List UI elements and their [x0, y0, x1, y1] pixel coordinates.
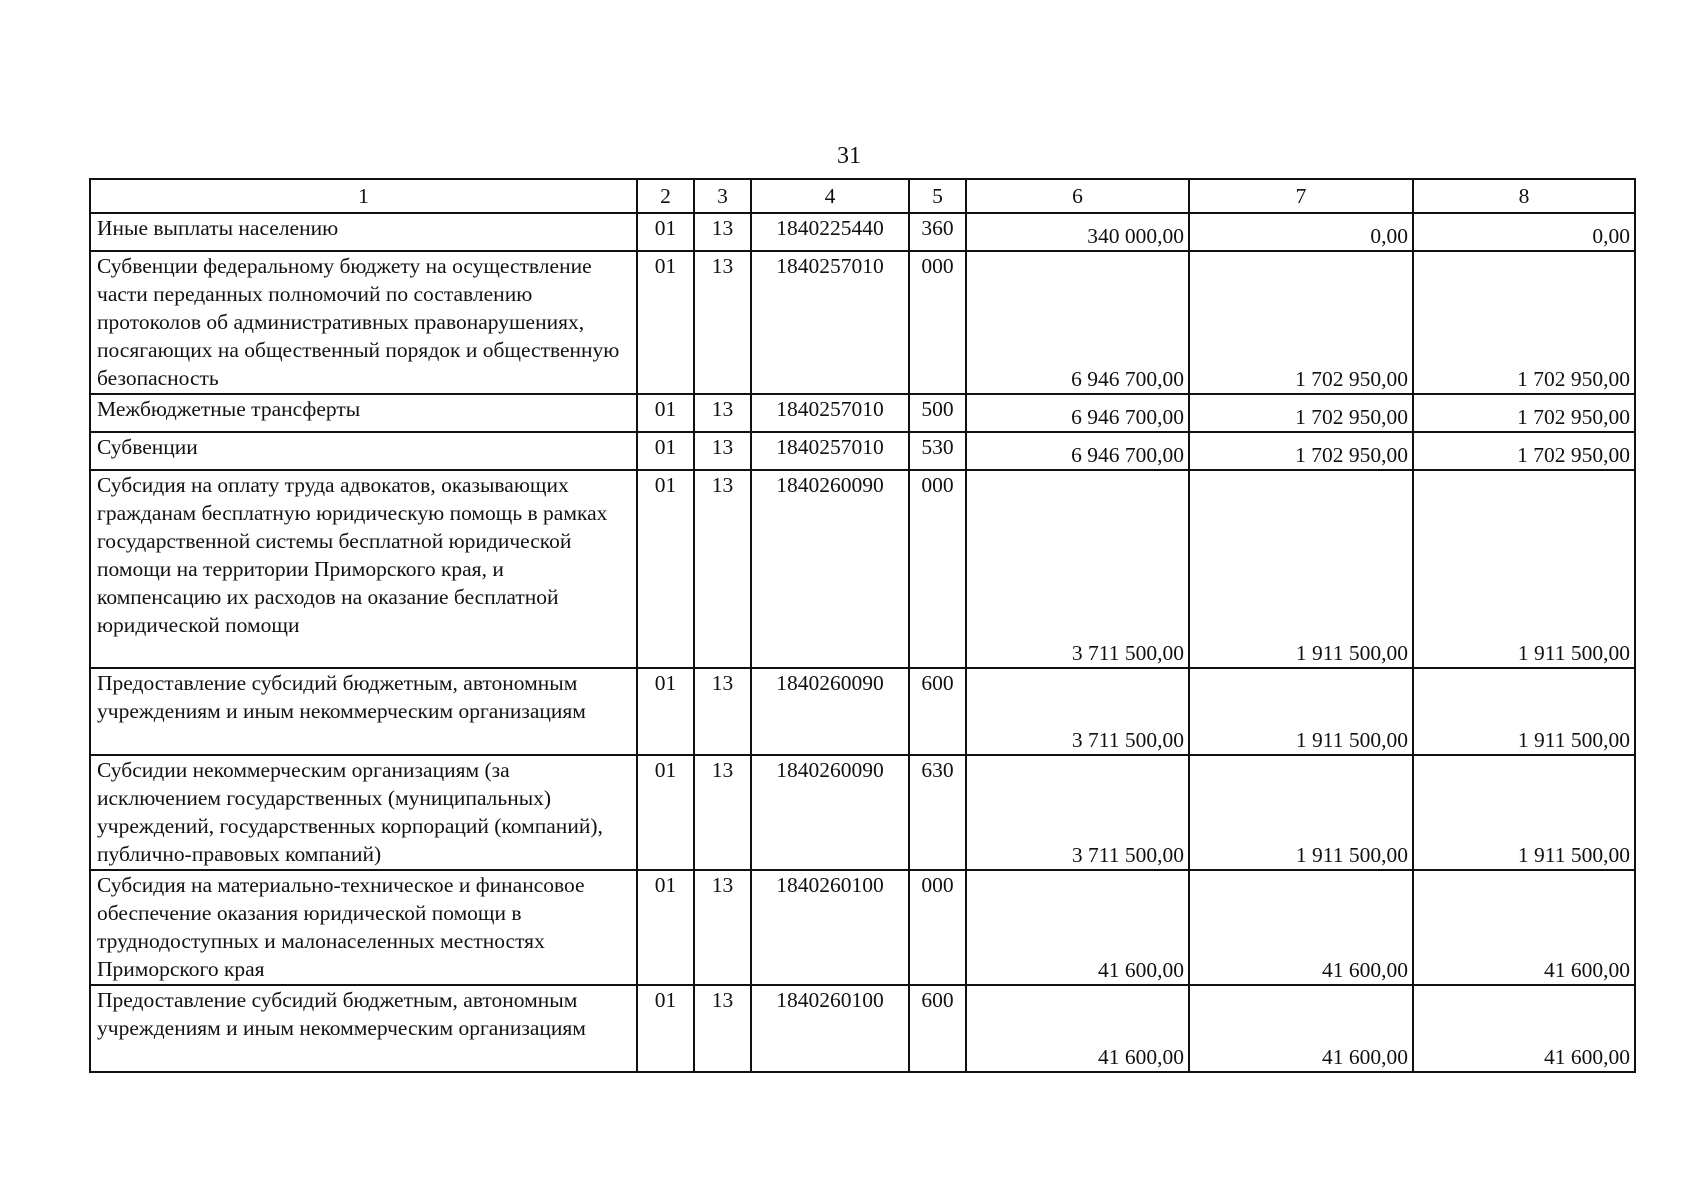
table-row [90, 213, 1635, 251]
column-header: 8 [1413, 179, 1635, 213]
row-name: Межбюджетные трансферты [90, 394, 637, 432]
row-sum-3: 41 600,00 [1413, 870, 1635, 985]
row-type: 000 [909, 251, 966, 394]
row-type: 600 [909, 985, 966, 1072]
row-sum-2: 1 702 950,00 [1189, 432, 1413, 470]
row-name: Субвенции федеральному бюджету на осуществление части переданных полномочий по составлению протоколов об административных правонарушениях, посягающих на общественный порядок и общественную безопасность [90, 251, 637, 394]
row-sum-3: 1 911 500,00 [1413, 755, 1635, 870]
row-sum-2: 41 600,00 [1189, 985, 1413, 1072]
table-row [90, 251, 1635, 394]
row-type: 360 [909, 213, 966, 251]
row-subsection: 13 [694, 755, 751, 870]
row-sum-1: 3 711 500,00 [966, 755, 1189, 870]
row-section: 01 [637, 755, 694, 870]
row-sum-2: 1 911 500,00 [1189, 470, 1413, 668]
row-target: 1840260100 [751, 985, 909, 1072]
row-sum-3: 41 600,00 [1413, 985, 1635, 1072]
row-section: 01 [637, 985, 694, 1072]
row-sum-1: 3 711 500,00 [966, 470, 1189, 668]
row-type: 600 [909, 668, 966, 755]
row-section: 01 [637, 394, 694, 432]
row-sum-1: 6 946 700,00 [966, 251, 1189, 394]
row-sum-2: 41 600,00 [1189, 870, 1413, 985]
row-type: 000 [909, 470, 966, 668]
row-sum-2: 0,00 [1189, 213, 1413, 251]
row-subsection: 13 [694, 251, 751, 394]
row-name: Субвенции [90, 432, 637, 470]
page-number: 31 [837, 143, 861, 169]
table-row [90, 870, 1635, 985]
row-type: 530 [909, 432, 966, 470]
column-header: 7 [1189, 179, 1413, 213]
row-subsection: 13 [694, 470, 751, 668]
table-row [90, 394, 1635, 432]
row-section: 01 [637, 251, 694, 394]
row-name: Субсидия на оплату труда адвокатов, оказывающих гражданам бесплатную юридическую помощь в рамках государственной системы бесплатной юридической помощи на территории Приморского края, и компенсацию их расходов на оказание бесплатной юридической помощи [90, 470, 637, 668]
row-sum-3: 1 702 950,00 [1413, 251, 1635, 394]
row-sum-3: 0,00 [1413, 213, 1635, 251]
column-header: 1 [90, 179, 637, 213]
row-sum-3: 1 702 950,00 [1413, 432, 1635, 470]
row-target: 1840257010 [751, 251, 909, 394]
row-sum-2: 1 911 500,00 [1189, 755, 1413, 870]
table-row [90, 755, 1635, 870]
row-target: 1840260090 [751, 668, 909, 755]
row-type: 500 [909, 394, 966, 432]
column-header: 2 [637, 179, 694, 213]
row-sum-3: 1 911 500,00 [1413, 668, 1635, 755]
row-name: Предоставление субсидий бюджетным, автономным учреждениям и иным некоммерческим организациям [90, 668, 637, 755]
row-sum-1: 340 000,00 [966, 213, 1189, 251]
row-subsection: 13 [694, 394, 751, 432]
row-target: 1840260100 [751, 870, 909, 985]
row-name: Субсидии некоммерческим организациям (за исключением государственных (муниципальных) учреждений, государственных корпораций (компаний), публично-правовых компаний) [90, 755, 637, 870]
table-row [90, 432, 1635, 470]
row-sum-3: 1 702 950,00 [1413, 394, 1635, 432]
row-type: 630 [909, 755, 966, 870]
column-header: 5 [909, 179, 966, 213]
row-name: Субсидия на материально-техническое и финансовое обеспечение оказания юридической помощи в труднодоступных и малонаселенных местностях Приморского края [90, 870, 637, 985]
row-sum-1: 3 711 500,00 [966, 668, 1189, 755]
row-target: 1840257010 [751, 432, 909, 470]
header-row [90, 179, 1635, 213]
row-name: Иные выплаты населению [90, 213, 637, 251]
row-subsection: 13 [694, 870, 751, 985]
row-name: Предоставление субсидий бюджетным, автономным учреждениям и иным некоммерческим организациям [90, 985, 637, 1072]
row-section: 01 [637, 668, 694, 755]
column-header: 4 [751, 179, 909, 213]
row-subsection: 13 [694, 432, 751, 470]
row-target: 1840225440 [751, 213, 909, 251]
row-section: 01 [637, 470, 694, 668]
row-sum-1: 6 946 700,00 [966, 432, 1189, 470]
row-subsection: 13 [694, 985, 751, 1072]
row-sum-2: 1 702 950,00 [1189, 394, 1413, 432]
row-target: 1840257010 [751, 394, 909, 432]
row-subsection: 13 [694, 668, 751, 755]
row-section: 01 [637, 870, 694, 985]
table-row [90, 668, 1635, 755]
row-section: 01 [637, 432, 694, 470]
row-type: 000 [909, 870, 966, 985]
row-sum-2: 1 911 500,00 [1189, 668, 1413, 755]
row-sum-2: 1 702 950,00 [1189, 251, 1413, 394]
row-target: 1840260090 [751, 755, 909, 870]
column-header: 3 [694, 179, 751, 213]
row-target: 1840260090 [751, 470, 909, 668]
row-sum-1: 41 600,00 [966, 870, 1189, 985]
row-section: 01 [637, 213, 694, 251]
row-subsection: 13 [694, 213, 751, 251]
row-sum-1: 6 946 700,00 [966, 394, 1189, 432]
row-sum-3: 1 911 500,00 [1413, 470, 1635, 668]
row-sum-1: 41 600,00 [966, 985, 1189, 1072]
budget-table [89, 178, 1636, 1073]
table-row [90, 470, 1635, 668]
column-header: 6 [966, 179, 1189, 213]
table-row [90, 985, 1635, 1072]
